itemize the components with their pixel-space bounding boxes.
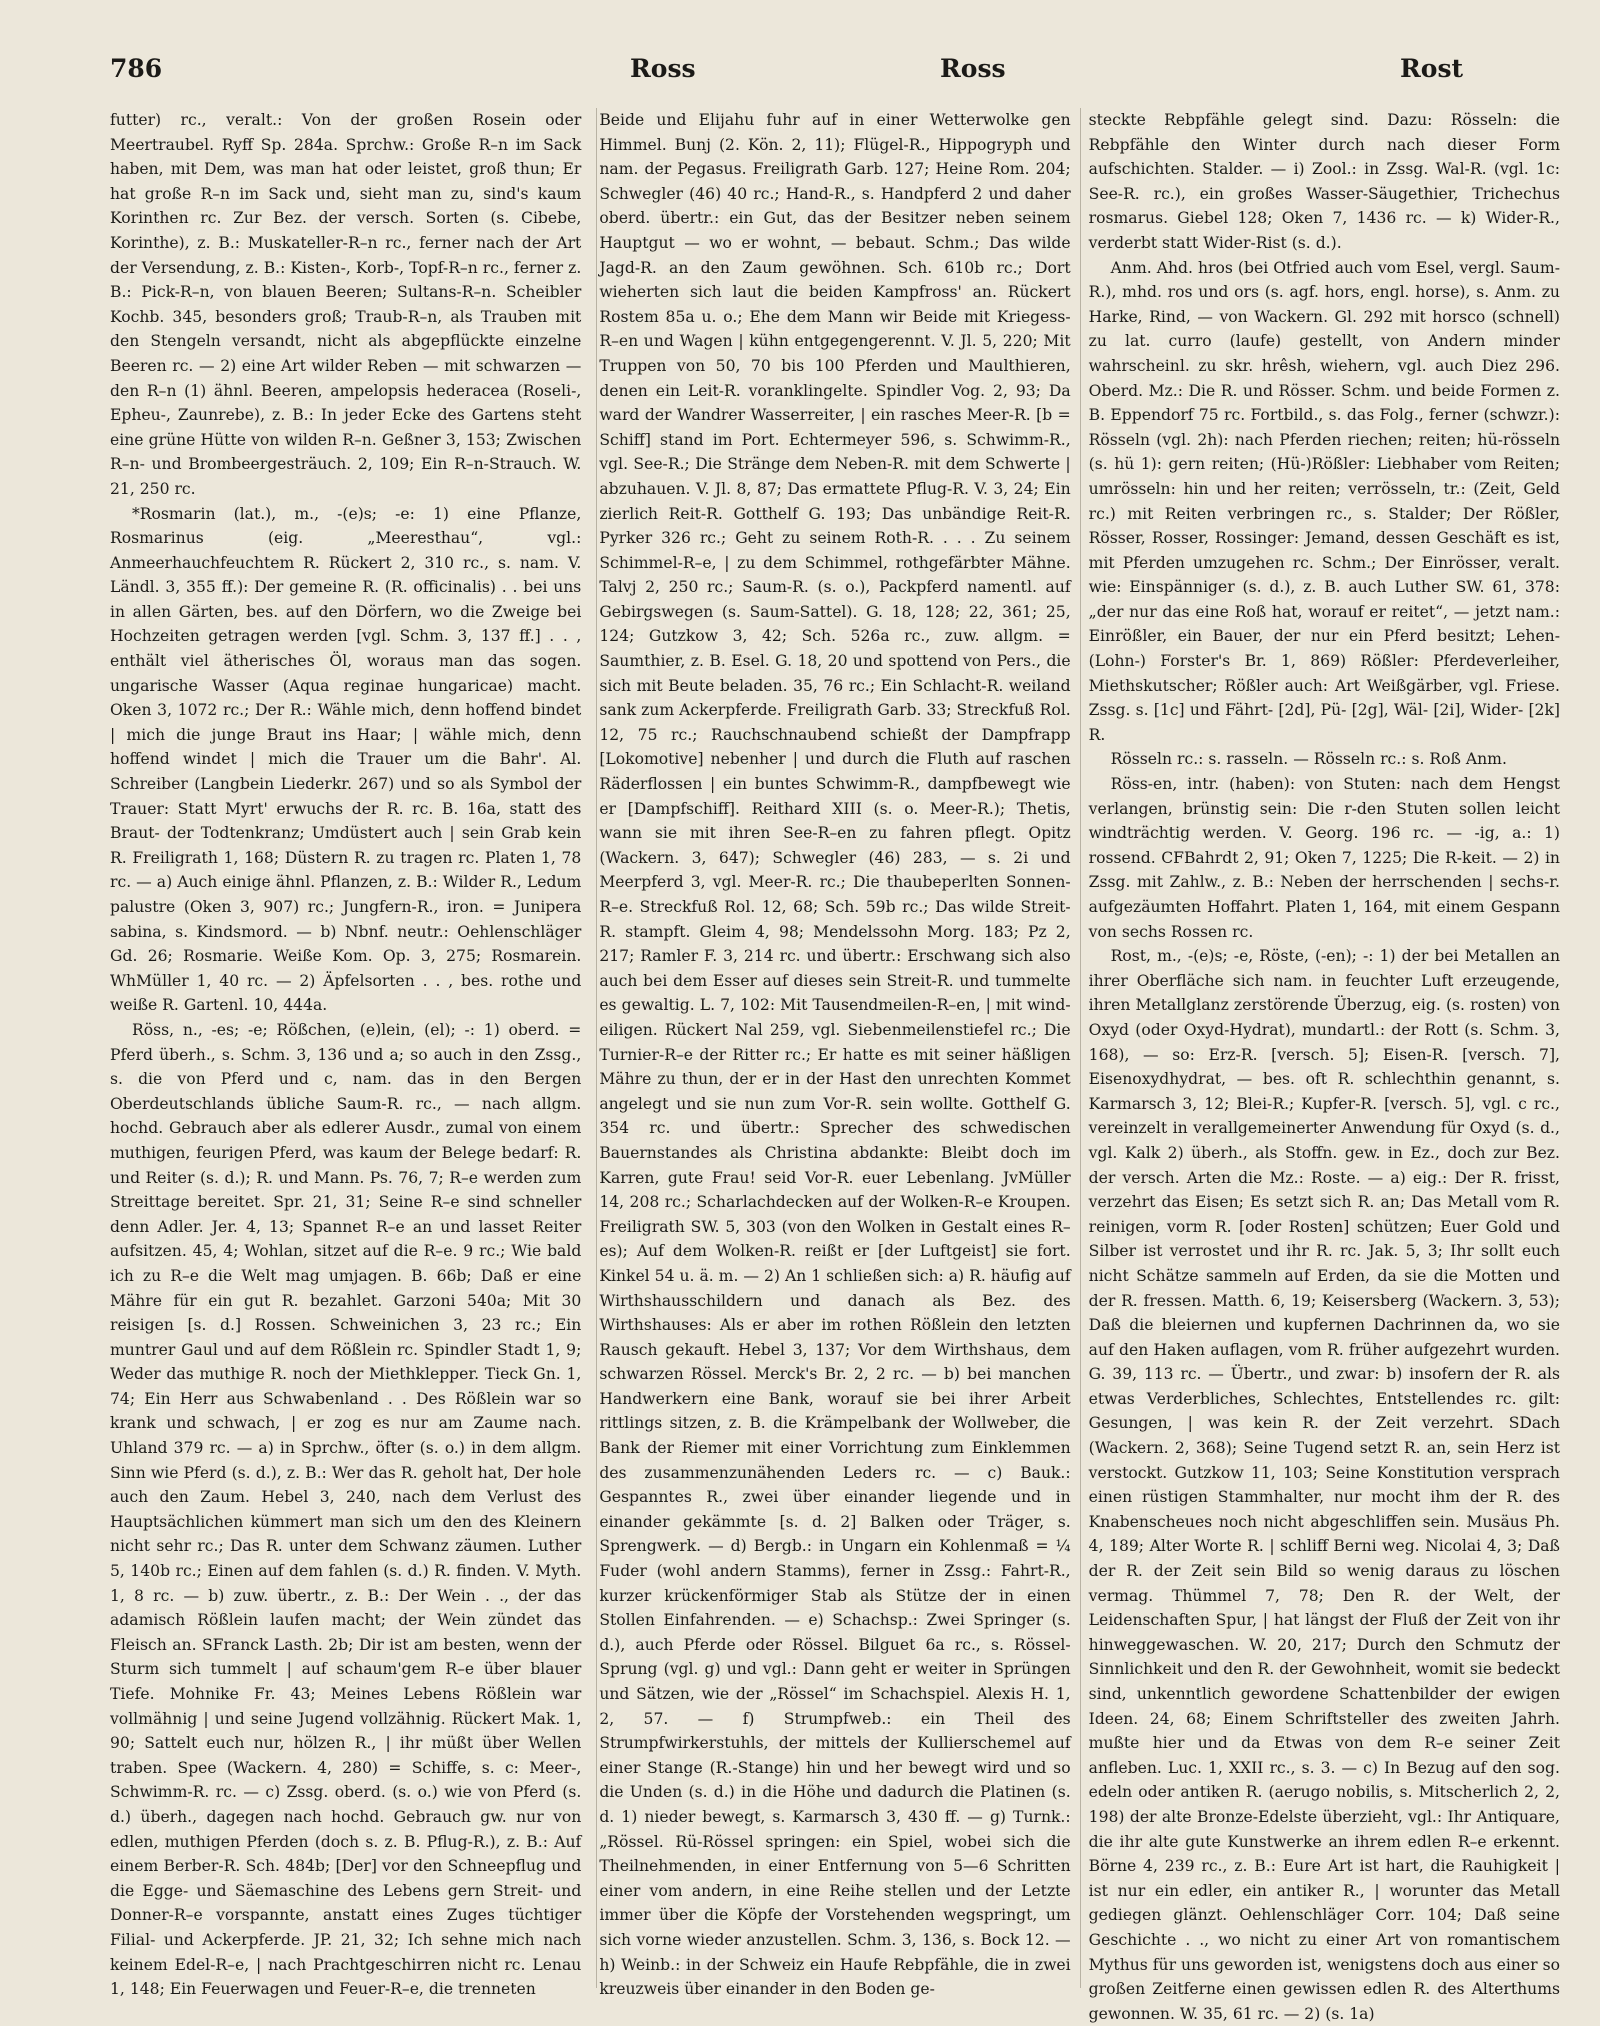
page-header (110, 54, 1560, 94)
paragraph: *Rosmarin (lat.), m., -(e)s; -e: 1) eine Pflanze, Rosmarinus (eig. „Meeresthau“, vgl.: Anmeerhauchfeuchtem R. Rückert 2, 310 rc., s. nam. V. Ländl. 3, 355 ff.): Der gemeine R. (R. officinalis) . . bei uns in allen Gärten, bes. auf den Dörfern, wo die Zweige bei Hochzeiten getragen werden [vgl. Schm. 3, 137 ff.] . . , enthält viel ätherisches Öl, woraus man das sogen. ungarische Wasser (Aqua reginae hungaricae) macht. Oken 3, 1072 rc.; Der R.: Wähle mich, denn hoffend bindet | mich die junge Braut ins Haar; | wähle mich, denn hoffend windet | mich die Trauer um die Bahr'. Al. Schreiber (Langbein Liederkr. 267) und so als Symbol der Trauer: Statt Myrt' erwuchs der R. rc. B. 16a, statt des Braut- der Todtenkranz; Umdüstert auch | sein Grab kein R. Freiligrath 1, 168; Düstern R. zu tragen rc. Platen 1, 78 rc. — a) Auch einige ähnl. Pflanzen, z. B.: Wilder R., Ledum palustre (Oken 3, 907) rc.; Jungfern-R., iron. = Junipera sabina, s. Kindsmord. — b) Nbnf. neutr.: Oehlenschläger Gd. 26; Rosmarie. Weiße Kom. Op. 3, 275; Rosmarein. WhMüller 1, 40 rc. — 2) Äpfelsorten . . , bes. rothe und weiße R. Gartenl. 10, 444a. (110, 504, 582, 1015)
paragraph: Röss, n., -es; -e; Rößchen, (e)lein, (el); -: 1) oberd. = Pferd überh., s. Schm. 3, 136 und a; so auch in den Zssg., s. die von Pferd und c, nam. das in den Bergen Oberdeutschlands übliche Saum-R. rc., — nach allgm. hochd. Gebrauch aber als edlerer Ausdr., zumal von einem muthigen, feurigen Pferd, was kaum der Belege bedarf: R. und Reiter (s. d.); R. und Mann. Ps. 76, 7; R–e werden zum Streittage bereitet. Spr. 21, 31; Seine R–e sind schneller denn Adler. Jer. 4, 13; Spannet R–e an und lasset Reiter aufsitzen. 45, 4; Wohlan, sitzet auf die R–e. 9 rc.; Wie bald ich zu R–e die Welt mag umjagen. B. 66b; Daß er eine Mähre für ein gut R. bezahlet. Garzoni 540a; Mit 30 reisigen [s. d.] Rossen. Schweinichen 3, 23 rc.; Ein muntrer Gaul und auf dem Rößlein rc. Spindler Stadt 1, 9; Weder das muthige R. noch der Miethklepper. Tieck Gn. 1, 74; Ein Herr aus Schwabenland . . Des Rößlein war so krank und schwach, | er zog es nur am Zaume nach. Uhland 379 rc. — a) in Sprchw., öfter (s. o.) in dem allgm. Sinn wie Pferd (s. d.), z. B.: Wer das R. geholt hat, Der hole auch den Zaum. Hebel 3, 240, nach dem Verlust des Hauptsächlichen kümmert man sich um den des Kleinern nicht sehr rc.; Das R. unter dem Schwanz zäumen. Luther 5, 140b rc.; Einen auf dem fahlen (s. d.) R. finden. V. Myth. 1, 8 rc. — b) zuw. übertr., z. B.: Der Wein . ., der das adamisch Rößlein laufen macht; der Wein zündet das Fleisch an. SFranck Lasth. 2b; Dir ist am besten, wenn der Sturm sich tummelt | auf schaum'gem R–e über blauer Tiefe. Mohnike Fr. 43; Meines Lebens Rößlein war vollmähnig | und seine Jugend vollzähnig. Rückert Mak. 1, 90; Sattelt euch nur, hölzen R., | ihr müßt über Wellen traben. Spee (Wackern. 4, 280) = Schiffe, s. c: Meer-, Schwimm-R. rc. — c) Zssg. oberd. (s. o.) wie von Pferd (s. d.) überh., dagegen nach hochd. Gebrauch gw. nur von edlen, muthigen Pferden (doch s. z. B. Pflug-R.), z. B.: Auf einem Berber-R. Sch. 484b; [Der] vor den Schneepflug und die Egge- und Säemaschine des Lebens gern Streit- und Donner-R–e vorspannte, anstatt eines Zuges tüchtiger Filial- und Ackerpferde. JP. 21, 32; Ich sehne mich nach keinem Edel-R–e, | nach Prachtgeschirren nicht rc. Lenau 1, 148; Ein Feuerwagen und Feuer-R–e, die trenneten (110, 1020, 582, 1999)
paragraph: Röss-en, intr. (haben): von Stuten: nach dem Hengst verlangen, brünstig sein: Die r-den Stuten sollen leicht windträchtig werden. V. Georg. 196 rc. — -ig, a.: 1) rossend. CFBahrdt 2, 91; Oken 7, 1225; Die R-keit. — 2) in Zssg. mit Zahlw., z. B.: Neben der herrschenden | sechs-r. aufgezäumten Hoffahrt. Platen 1, 164, mit einem Gespann von sechs Rossen rc. (1088, 775, 1560, 941)
column-left (110, 108, 582, 1999)
paragraph: futter) rc., veralt.: Von der großen Rosein oder Meertraubel. Ryff Sp. 284a. Sprchw.: Große R–n im Sack haben, mit Dem, was man hat oder leistet, groß thun; Er hat große R–n im Sack und, sieht man zu, sind's kaum Korinthen rc. Zur Bez. der versch. Sorten (s. Cibebe, Korinthe), z. B.: Muskateller-R–n rc., ferner nach der Art der Versendung, z. B.: Kisten-, Korb-, Topf-R–n rc., ferner z. B.: Pick-R–n, von blauen Beeren; Sultans-R–n. Scheibler Kochb. 345, besonders groß; Traub-R–n, als Trauben mit den Stengeln versandt, nicht als abgepflückte einzelne Beeren rc. — 2) eine Art wilder Reben — mit schwarzen — den R–n (1) ähnl. Beeren, ampelopsis hederacea (Roseli-, Epheu-, Zaunrebe), z. B.: In jeder Ecke des Gartens steht eine grüne Hütte von wilden R–n. Geßner 3, 153; Zwischen R–n- und Brombeergesträuch. 2, 109; Ein R–n-Strauch. W. 21, 250 rc. (110, 111, 582, 498)
header-left-word: Ross (630, 54, 696, 83)
text-columns (110, 108, 1560, 2023)
paragraph: steckte Rebpfähle gelegt sind. Dazu: Rösseln: die Rebpfähle den Winter durch nach dieser Form aufschichten. Stalder. — i) Zool.: in Zssg. Wal-R. (vgl. 1c: See-R. rc.), ein großes Wasser-Säugethier, Trichechus rosmarus. Giebel 128; Oken 7, 1436 rc. — k) Wider-R., verderbt statt Wider-Rist (s. d.). (1088, 111, 1560, 252)
page-number: 786 (110, 54, 163, 83)
paragraph: Rost, m., -(e)s; -e, Röste, (-en); -: 1) der bei Metallen an ihrer Oberfläche sich nam. in feuchter Luft erzeugende, ihren Metallglanz zerstörende Überzug, eig. (s. rosten) von Oxyd (oder Oxyd-Hydrat), mundartl.: der Rott (s. Schm. 3, 168), — so: Erz-R. [versch. 5]; Eisen-R. [versch. 7], Eisenoxydhydrat, — bes. oft R. schlechthin genannt, s. Karmarsch 3, 12; Blei-R.; Kupfer-R. [versch. 5], vgl. c rc., vereinzelt in verallgemeinerter Anwendung für Oxyd (s. d., vgl. Kalk 2) überh., als Stoffn. gew. in Ez., doch zur Bez. der versch. Arten die Mz.: Roste. — a) eig.: Der R. frisst, verzehrt das Eisen; Es setzt sich R. an; Das Metall vom R. reinigen, vorm R. [oder Rosten] schützen; Euer Gold und Silber ist verrostet und ihr R. rc. Jak. 5, 3; Ihr sollt euch nicht Schätze sammeln auf Erden, da sie die Motten und der R. fressen. Matth. 6, 19; Keisersberg (Wackern. 3, 53); Daß die bleiernen und kupfernen Dachrinnen da, wo sie auf den Haken auflagen, vom R. früher aufgezehrt wurden. G. 39, 113 rc. — Übertr., und zwar: b) insofern der R. als etwas Verderbliches, Schlechtes, Entstellendes rc. gilt: Gesungen, | was kein R. der Zeit verzehrt. SDach (Wackern. 2, 368); Seine Tugend setzt R. an, sein Herz ist verstockt. Gutzkow 11, 103; Seine Konstitution versprach einen rüstigen Stammhalter, nur mocht ihm der R. des Knabenscheues noch nicht abgeschliffen sein. Musäus Ph. 4, 189; Alter Worte R. | schliff Berni weg. Nicolai 4, 3; Daß der R. der Zeit sein Bild so wenig daraus zu löschen vermag. Thümmel 7, 78; Den R. der Welt, der Leidenschaften Spur, | hat längst der Fluß der Zeit von ihr hinweggewaschen. W. 20, 217; Durch den Schmutz der Sinnlichkeit und den R. der Gewohnheit, womit sie bedeckt sind, unkenntlich gewordene Schattenbilder der ewigen Ideen. 24, 68; Einem Schriftsteller des zweiten Jahrh. mußte hier und da Etwas von dem R–e seiner Zeit anfleben. Luc. 1, XXII rc., s. 3. — c) In Bezug auf den sog. edeln oder antiken R. (aerugo nobilis, s. Mitscherlich 2, 2, 198) der alte Bronze-Edelste überzieht, vgl.: Ihr Antiquare, die ihr alte gute Kunstwerke an ihrem edlen R–e erkennt. Börne 4, 239 rc., z. B.: Eure Art ist hart, die Rauhigkeit | ist nur ein edler, ein antiker R., | worunter das Metall gediegen glänzt. Oehlenschläger Corr. 104; Daß seine Geschichte . ., wo nicht zu einer Art von romantischem Mythus für uns geworden ist, wenigstens doch aus einer so großen Zeitferne einen gewissen edlen R. des Alterthums gewonnen. W. 35, 61 rc. — 2) (s. 1a) (1088, 947, 1560, 2023)
paragraph: Beide und Elijahu fuhr auf in einer Wetterwolke gen Himmel. Bunj (2. Kön. 2, 11); Flügel-R., Hippogryph und nam. der Pegasus. Freiligrath Garb. 127; Heine Rom. 204; Schwegler (46) 40 rc.; Hand-R., s. Handpferd 2 und daher oberd. übertr.: ein Gut, das der Besitzer neben seinem Hauptgut — wo er wohnt, — bebaut. Schm.; Das wilde Jagd-R. an den Zaum gewöhnen. Sch. 610b rc.; Dort wieherten sich laut die beiden Kampfross' an. Rückert Rostem 85a u. o.; Ehe dem Mann wir Beide mit Kriegess-R–en und Wagen | kühn entgegengerennt. V. Jl. 5, 220; Mit Truppen von 50, 70 bis 100 Pferden und Maulthieren, denen ein Leit-R. voranklingelte. Spindler Vog. 2, 93; Da ward der Wandrer Wasserreiter, | ein rasches Meer-R. [b = Schiff] stand im Port. Echtermeyer 596, s. Schwimm-R., vgl. See-R.; Die Stränge dem Neben-R. mit dem Schwerte | abzuhauen. V. Jl. 8, 87; Das ermattete Pflug-R. V. 3, 24; Ein zierlich Reit-R. Gotthelf G. 193; Das unbändige Reit-R. Pyrker 326 rc.; Geht zu seinem Roth-R. . . . Zu seinem Schimmel-R–e, | zu dem Schimmel, rothgefärbter Mähne. Talvj 2, 250 rc.; Saum-R. (s. o.), Packpferd namentl. auf Gebirgswegen (s. Saum-Sattel). G. 18, 128; 22, 361; 25, 124; Gutzkow 3, 42; Sch. 526a rc., zuw. allgm. = Saumthier, z. B. Esel. G. 18, 20 und spottend von Pers., die sich mit Beute beladen. 35, 76 rc.; Ein Schlacht-R. weiland sank zum Ackerpferde. Freiligrath Garb. 33; Streckfuß Rol. 12, 75 rc.; Rauchschnaubend schießt der Dampfrapp [Lokomotive] nebenher | und durch die Fluth auf raschen Räderflossen | ein buntes Schwimm-R., dampfbewegt wie er [Dampfschiff]. Reithard XIII (s. o. Meer-R.); Thetis, wann sie mit ihren See-R–en zu fahren pflegt. Opitz (Wackern. 3, 647); Schwegler (46) 283, — s. 2i und Meerpferd 3, vgl. Meer-R. rc.; Die thaubeperlten Sonnen-R–e. Streckfuß Rol. 12, 68; Sch. 59b rc.; Das wilde Streit-R. stampft. Gleim 4, 98; Mendelssohn Morg. 183; Pz 2, 217; Ramler F. 3, 214 rc. und übertr.: Erschwang sich also auch bei dem Esser auf dieses sein Streit-R. und tummelte es gewaltig. L. 7, 102: Mit Tausendmeilen-R–en, | mit wind-eiligen. Rückert Nal 259, vgl. Siebenmeilenstiefel rc.; Die Turnier-R–e der Ritter rc.; Er hatte es mit seiner häßligen Mähre zu thun, der er in der Hast den unrechten Kommet angelegt und sie nun zum Vor-R. sein wollte. Gotthelf G. 354 rc. und übertr.: Sprecher des schwedischen Bauernstandes als Christina abdankte: Bleibt doch im Karren, gute Frau! seid Vor-R. euer Lebenlang. JvMüller 14, 208 rc.; Scharlachdecken auf der Wolken-R–e Kroupen. Freiligrath SW. 5, 303 (von den Wolken in Gestalt eines R–es); Auf dem Wolken-R. reißt er [der Luftgeist] sie fort. Kinkel 54 u. ä. m. — 2) An 1 schließen sich: a) R. häufig auf Wirthshausschildern und danach als Bez. des Wirthshauses: Als er aber im rothen Rößlein den letzten Rausch gekauft. Hebel 3, 137; Vor dem Wirthshaus, dem schwarzen Rössel. Merck's Br. 2, 2 rc. — b) bei manchen Handwerkern eine Bank, worauf sie bei ihrer Arbeit rittlings sitzen, z. B. die Krämpelbank der Wollweber, die Bank der Riemer mit einer Vorrichtung zum Einklemmen des zusammenzunähenden Leders rc. — c) Bauk.: Gespanntes R., zwei über einander liegende und in einander gekämmte [s. d. 2] Balken oder Träger, s. Sprengwerk. — d) Bergb.: in Ungarn ein Kohlenmaß = ¼ Fuder (wohl andern Stamms), ferner in Zssg.: Fahrt-R., kurzer krückenförmiger Stab als Stütze der in einen Stollen Einfahrenden. — e) Schachsp.: Zwei Springer (s. d.), auch Pferde oder Rössel. Bilguet 6a rc., s. Rössel-Sprung (vgl. g) und vgl.: Dann geht er weiter in Sprüngen und Sätzen, wie der „Rössel“ im Schachspiel. Alexis H. 1, 2, 57. — f) Strumpfweb.: ein Theil des Strumpfwirkerstuhls, der mittels der Kullierschemel auf einer Stange (R.-Stange) hin und her bewegt wird und so die Unden (s. d.) in die Höhe und dadurch die Platinen (s. d. 1) nieder bewegt, s. Karmarsch 3, 430 ff. — g) Turnk.: „Rössel. Rü-Rössel springen: ein Spiel, wobei sich die Theilnehmenden, in einer Entfernung von 5—6 Schritten einer vom andern, in eine Reihe stellen und der Letzte immer über die Köpfe der Vorstehenden wegspringt, um sich vorne wieder anzustellen. Schm. 3, 136, s. Bock 12. — h) Weinb.: in der Schweiz ein Haufe Rebpfähle, die in zwei kreuzweis über einander in den Boden ge- (599, 111, 1071, 1999)
paragraph: Rösseln rc.: s. rasseln. — Rösseln rc.: s. Roß Anm. (1110, 750, 1507, 769)
column-middle (599, 108, 1071, 1999)
header-middle-word: Ross (940, 54, 1006, 83)
column-right (1088, 108, 1560, 2023)
paragraph: Anm. Ahd. hros (bei Otfried auch vom Esel, vergl. Saum-R.), mhd. ros und ors (s. agf. hors, engl. horse), s. Anm. zu Harke, Rind, — von Wackern. Gl. 292 mit horsco (schnell) zu lat. curro (laufe) gestellt, von Andern minder wahrscheinl. zu skr. hrêsh, wiehern, vgl. auch Diez 296. Oberd. Mz.: Die R. und Rösser. Schm. und beide Formen z. B. Eppendorf 75 rc. Fortbild., s. das Folg., ferner (schwzr.): Rösseln (vgl. 2h): nach Pferden riechen; reiten; hü-rösseln (s. hü 1): gern reiten; (Hü-)Rößler: Liebhaber vom Reiten; umrösseln: hin und her reiten; verrösseln, tr.: (Zeit, Geld rc.) mit Reiten verbringen rc., s. Stalder; Der Rößler, Rösser, Rosser, Rossinger: Jemand, dessen Geschäft es ist, mit Pferden umzugehen rc. Schm.; Der Einrösser, veralt. wie: Einspänniger (s. d.), z. B. auch Luther SW. 61, 378: „der nur das eine Roß hat, worauf er reitet“, — jetzt nam.: Einrößler, ein Bauer, der nur ein Pferd besitzt; Lehen-(Lohn-) Forster's Br. 1, 869) Rößler: Pferdeverleiher, Miethskutscher; Rößler auch: Art Weißgärber, vgl. Friese. Zssg. s. [1c] und Fährt- [2d], Pü- [2g], Wäl- [2i], Wider- [2k] R. (1088, 258, 1560, 744)
header-right-word: Rost (1400, 54, 1464, 83)
